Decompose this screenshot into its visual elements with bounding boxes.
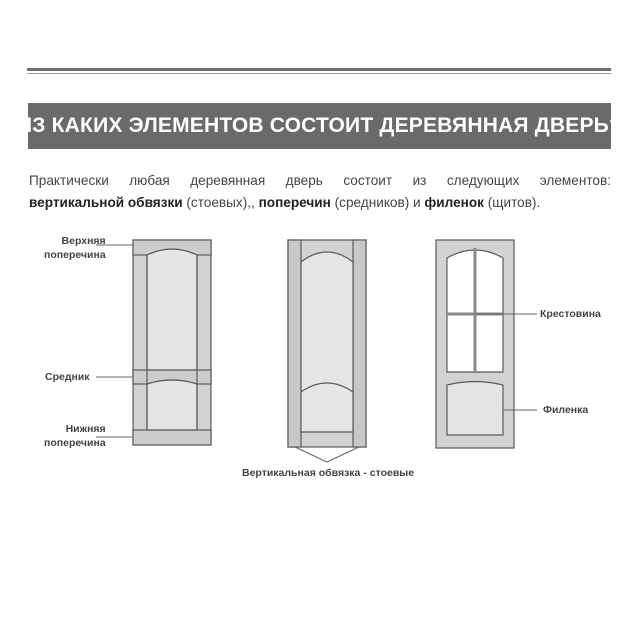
intro-word: любая xyxy=(129,173,170,188)
door-2-panel xyxy=(301,252,353,432)
door-2-right-stile xyxy=(353,240,366,447)
label-bottom-rail-line-1: Нижняя xyxy=(65,423,106,435)
intro-word: следующих xyxy=(446,173,520,188)
intro-word: дверь xyxy=(285,173,323,188)
leader-stile-left xyxy=(295,447,327,462)
label-bottom-rail xyxy=(44,422,106,450)
door-1-lower-panel xyxy=(147,380,197,430)
label-bottom-rail-line-2: поперечина xyxy=(44,437,106,449)
intro-word: Практически xyxy=(29,173,109,188)
label-top-rail-line-1: Верхняя xyxy=(61,235,106,247)
door-1-bottom-rail xyxy=(133,430,211,445)
label-top-rail-line-2: поперечина xyxy=(44,249,106,261)
door-3-panel xyxy=(447,382,503,436)
leader-stile-right xyxy=(327,447,359,462)
intro-word: элементов: xyxy=(539,173,611,188)
intro-word: из xyxy=(412,173,427,188)
label-stiles: Вертикальная обвязка - стоевые xyxy=(242,467,415,479)
door-1 xyxy=(133,240,211,445)
intro-word: состоит xyxy=(343,173,393,188)
intro-text-part: (стоевых), xyxy=(186,195,252,210)
intro-line-2: вертикальной обвязки (стоевых),, поперечин (средников) и филенок (щитов). xyxy=(29,195,541,210)
intro-text-part: (средников) и xyxy=(334,195,421,210)
label-panel: Филенка xyxy=(543,404,589,416)
label-top-rail xyxy=(44,234,106,262)
door-3 xyxy=(436,240,514,448)
door-2 xyxy=(288,240,366,447)
label-middle-rail: Средник xyxy=(45,371,90,383)
label-cross: Крестовина xyxy=(540,308,601,320)
term-stiles: вертикальной обвязки xyxy=(29,195,183,210)
door-1-upper-panel xyxy=(147,249,197,370)
term-panels: филенок xyxy=(424,195,484,210)
page-title: ИЗ КАКИХ ЭЛЕМЕНТОВ СОСТОИТ ДЕРЕВЯННАЯ ДВЕРЬ? xyxy=(16,114,623,137)
term-rails: поперечин xyxy=(258,195,331,210)
intro-word: деревянная xyxy=(190,173,266,188)
door-2-left-stile xyxy=(288,240,301,447)
intro-text-part: (щитов). xyxy=(487,195,541,210)
